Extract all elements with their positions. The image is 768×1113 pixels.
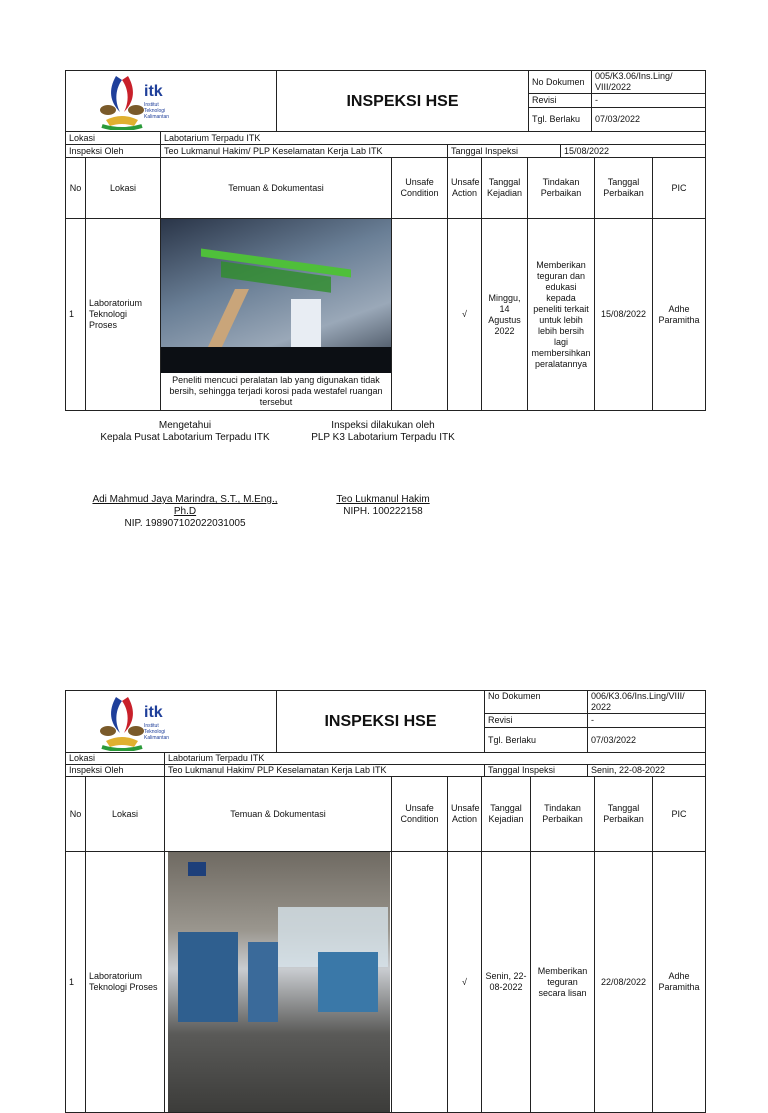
tanggal-inspeksi-value: 15/08/2022 <box>561 145 706 158</box>
meta-value: 07/03/2022 <box>588 728 706 753</box>
row-unsafe-action: √ <box>448 852 482 1113</box>
doc2-info <box>65 752 706 777</box>
inspeksi-oleh-label: Inspeksi Oleh <box>66 765 165 777</box>
tanggal-inspeksi-label: Tanggal Inspeksi <box>448 145 561 158</box>
col-header: Temuan & Dokumentasi <box>161 158 392 219</box>
sig-title: Kepala Pusat Labotarium Terpadu ITK <box>100 432 270 443</box>
signature-right <box>293 420 473 518</box>
meta-value: - <box>592 94 706 108</box>
temuan-text: Peneliti mencuci peralatan lab yang digunakan tidak bersih, sehingga terjadi korosi pada westafel ruangan tersebut <box>169 375 383 407</box>
inspeksi-oleh-label: Inspeksi Oleh <box>66 145 161 158</box>
col-header: Lokasi <box>86 158 161 219</box>
sig-role: Inspeksi dilakukan oleh <box>331 420 435 431</box>
row-unsafe-condition <box>392 852 448 1113</box>
meta-value: 005/K3.06/Ins.Ling/ VIII/2022 <box>592 71 706 94</box>
table-row <box>66 852 706 1113</box>
col-header: Unsafe Condition <box>392 777 448 852</box>
svg-text:Institut: Institut <box>144 102 159 108</box>
col-header: Tindakan Perbaikan <box>528 158 595 219</box>
doc-title: INSPEKSI HSE <box>277 691 485 753</box>
col-header: Lokasi <box>86 777 165 852</box>
svg-text:itk: itk <box>144 704 163 721</box>
row-lokasi: Laboratorium Teknologi Proses <box>86 852 165 1113</box>
table-row <box>66 219 706 411</box>
sig-id: NIPH. 100222158 <box>343 506 423 517</box>
col-header: Tanggal Perbaikan <box>595 158 653 219</box>
svg-text:Kalimantan: Kalimantan <box>144 114 170 120</box>
sig-role: Mengetahui <box>158 420 212 431</box>
meta-label: No Dokumen <box>485 691 588 714</box>
doc2-header <box>65 690 706 753</box>
inspeksi-oleh-value: Teo Lukmanul Hakim/ PLP Keselamatan Kerja Lab ITK <box>161 145 448 158</box>
row-pic: Adhe Paramitha <box>653 219 706 411</box>
row-tanggal-kejadian: Minggu, 14 Agustus 2022 <box>482 219 528 411</box>
signature-left <box>80 420 290 530</box>
lokasi-value: Labotarium Terpadu ITK <box>161 132 706 145</box>
doc2-findings <box>65 776 706 1113</box>
temuan-cell <box>165 852 392 1113</box>
row-tanggal-perbaikan: 22/08/2022 <box>595 852 653 1113</box>
svg-text:Teknologi: Teknologi <box>144 729 166 735</box>
tanggal-inspeksi-value: Senin, 22-08-2022 <box>588 765 706 777</box>
meta-label: Tgl. Berlaku <box>529 108 592 132</box>
col-header: No <box>66 777 86 852</box>
meta-label: No Dokumen <box>529 71 592 94</box>
meta-label: Revisi <box>485 714 588 728</box>
svg-text:Kalimantan: Kalimantan <box>144 735 170 741</box>
lokasi-label: Lokasi <box>66 753 165 765</box>
col-header: Tanggal Kejadian <box>482 158 528 219</box>
svg-text:itk: itk <box>144 83 163 100</box>
col-header: Unsafe Action <box>448 777 482 852</box>
svg-text:Institut: Institut <box>144 723 159 729</box>
meta-value: 006/K3.06/Ins.Ling/VIII/ 2022 <box>588 691 706 714</box>
col-header: Tanggal Kejadian <box>482 777 531 852</box>
doc1-info <box>65 131 706 158</box>
row-unsafe-action: √ <box>448 219 482 411</box>
col-header: Unsafe Condition <box>392 158 448 219</box>
doc1-header <box>65 70 706 132</box>
col-header: PIC <box>653 777 706 852</box>
row-tanggal-perbaikan: 15/08/2022 <box>595 219 653 411</box>
col-header: Unsafe Action <box>448 158 482 219</box>
svg-text:Teknologi: Teknologi <box>144 108 166 114</box>
meta-label: Tgl. Berlaku <box>485 728 588 753</box>
meta-label: Revisi <box>529 94 592 108</box>
row-pic: Adhe Paramitha <box>653 852 706 1113</box>
col-header: PIC <box>653 158 706 219</box>
meta-value: - <box>588 714 706 728</box>
col-header: Tanggal Perbaikan <box>595 777 653 852</box>
sig-name: Teo Lukmanul Hakim <box>336 494 430 505</box>
row-lokasi: Laboratorium Teknologi Proses <box>86 219 161 411</box>
sig-id: NIP. 198907102022031005 <box>124 518 246 529</box>
itk-logo <box>66 691 277 753</box>
col-header: No <box>66 158 86 219</box>
lokasi-value: Labotarium Terpadu ITK <box>165 753 706 765</box>
temuan-cell <box>161 219 392 411</box>
col-header: Temuan & Dokumentasi <box>165 777 392 852</box>
row-unsafe-condition <box>392 219 448 411</box>
lokasi-label: Lokasi <box>66 132 161 145</box>
meta-value: 07/03/2022 <box>592 108 706 132</box>
lab-photo <box>168 852 390 1112</box>
doc-title: INSPEKSI HSE <box>277 71 529 132</box>
inspeksi-oleh-value: Teo Lukmanul Hakim/ PLP Keselamatan Kerja Lab ITK <box>165 765 485 777</box>
cctv-photo <box>161 219 391 373</box>
tanggal-inspeksi-label: Tanggal Inspeksi <box>485 765 588 777</box>
itk-logo <box>66 71 277 132</box>
doc1-findings <box>65 157 706 411</box>
row-tindakan: Memberikan teguran dan edukasi kepada peneliti terkait untuk lebih lebih bersih lagi membersihkan peralatannya <box>528 219 595 411</box>
sig-title: PLP K3 Labotarium Terpadu ITK <box>311 432 455 443</box>
row-no: 1 <box>66 852 86 1113</box>
col-header: Tindakan Perbaikan <box>531 777 595 852</box>
row-no: 1 <box>66 219 86 411</box>
row-tanggal-kejadian: Senin, 22-08-2022 <box>482 852 531 1113</box>
row-tindakan: Memberikan teguran secara lisan <box>531 852 595 1113</box>
sig-name: Adi Mahmud Jaya Marindra, S.T., M.Eng., Ph.D <box>92 494 278 517</box>
